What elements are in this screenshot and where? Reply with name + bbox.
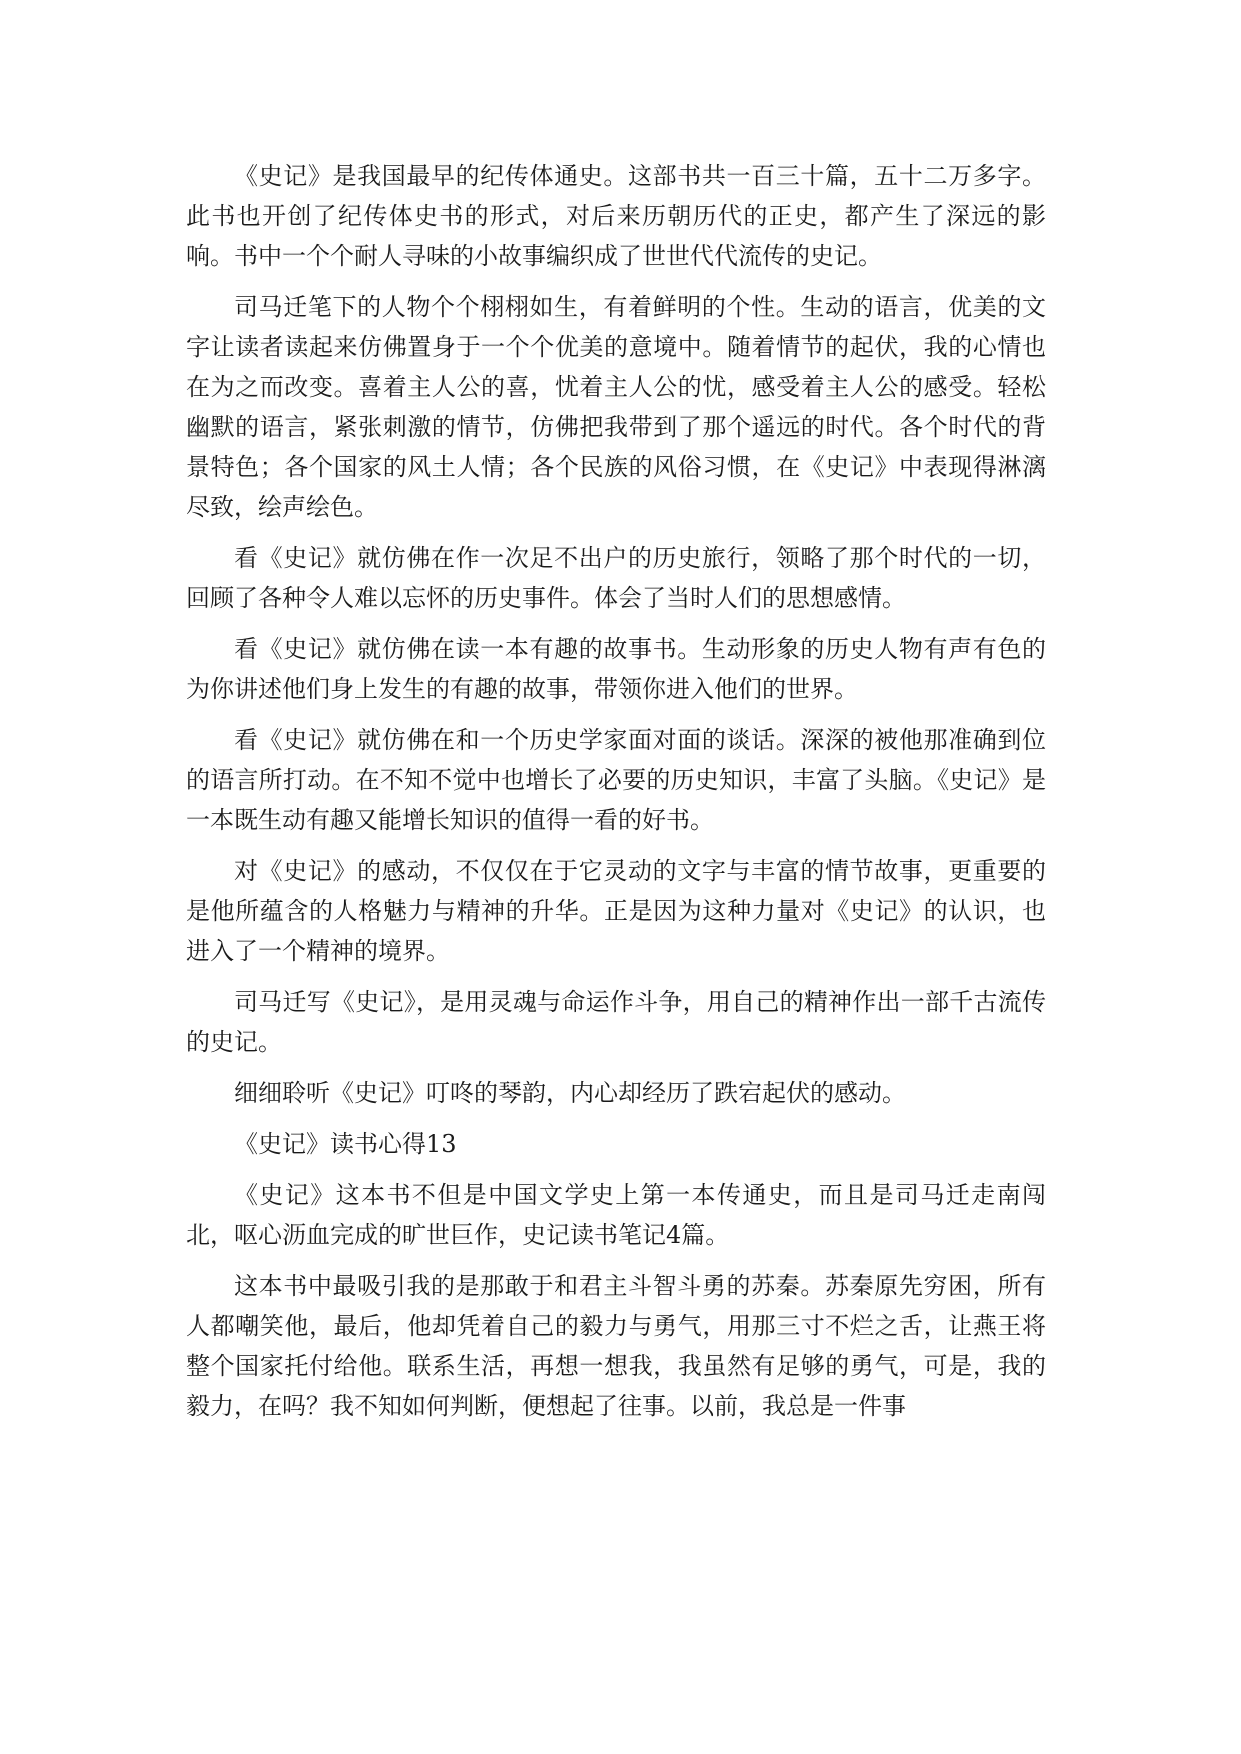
section-heading: 《史记》读书心得13 (234, 1130, 457, 1158)
paragraph: 看《史记》就仿佛在和一个历史学家面对面的谈话。深深的被他那准确到位的语言所打动。在不知不觉中也增长了必要的历史知识，丰富了头脑。《史记》是一本既生动有趣又能增长知识的值得一看的好书。 (186, 726, 1046, 834)
paragraph: 《史记》这本书不但是中国文学史上第一本传通史，而且是司马迁走南闯北，呕心沥血完成的旷世巨作，史记读书笔记4篇。 (186, 1181, 1046, 1249)
paragraph: 看《史记》就仿佛在作一次足不出户的历史旅行，领略了那个时代的一切，回顾了各种令人难以忘怀的历史事件。体会了当时人们的思想感情。 (186, 544, 1046, 612)
paragraph: 对《史记》的感动，不仅仅在于它灵动的文字与丰富的情节故事，更重要的是他所蕴含的人格魅力与精神的升华。正是因为这种力量对《史记》的认识，也进入了一个精神的境界。 (186, 857, 1046, 965)
paragraph: 细细聆听《史记》叮咚的琴韵，内心却经历了跌宕起伏的感动。 (234, 1079, 906, 1107)
paragraph: 这本书中最吸引我的是那敢于和君主斗智斗勇的苏秦。苏秦原先穷困，所有人都嘲笑他，最后，他却凭着自己的毅力与勇气，用那三寸不烂之舌，让燕王将整个国家托付给他。联系生活，再想一想我，我虽然有足够的勇气，可是，我的毅力，在吗？我不知如何判断，便想起了往事。以前，我总是一件事 (186, 1272, 1046, 1420)
paragraph: 《史记》是我国最早的纪传体通史。这部书共一百三十篇，五十二万多字。此书也开创了纪传体史书的形式，对后来历朝历代的正史，都产生了深远的影响。书中一个个耐人寻味的小故事编织成了世世代代流传的史记。 (186, 162, 1046, 270)
document-body (186, 156, 1046, 1437)
paragraph: 司马迁写《史记》，是用灵魂与命运作斗争，用自己的精神作出一部千古流传的史记。 (186, 988, 1046, 1056)
paragraph: 看《史记》就仿佛在读一本有趣的故事书。生动形象的历史人物有声有色的为你讲述他们身上发生的有趣的故事，带领你进入他们的世界。 (186, 635, 1046, 703)
paragraph: 司马迁笔下的人物个个栩栩如生，有着鲜明的个性。生动的语言，优美的文字让读者读起来仿佛置身于一个个优美的意境中。随着情节的起伏，我的心情也在为之而改变。喜着主人公的喜，忧着主人公的忧，感受着主人公的感受。轻松幽默的语言，紧张刺激的情节，仿佛把我带到了那个遥远的时代。各个时代的背景特色；各个国家的风土人情；各个民族的风俗习惯，在《史记》中表现得淋漓尽致，绘声绘色。 (186, 293, 1046, 521)
